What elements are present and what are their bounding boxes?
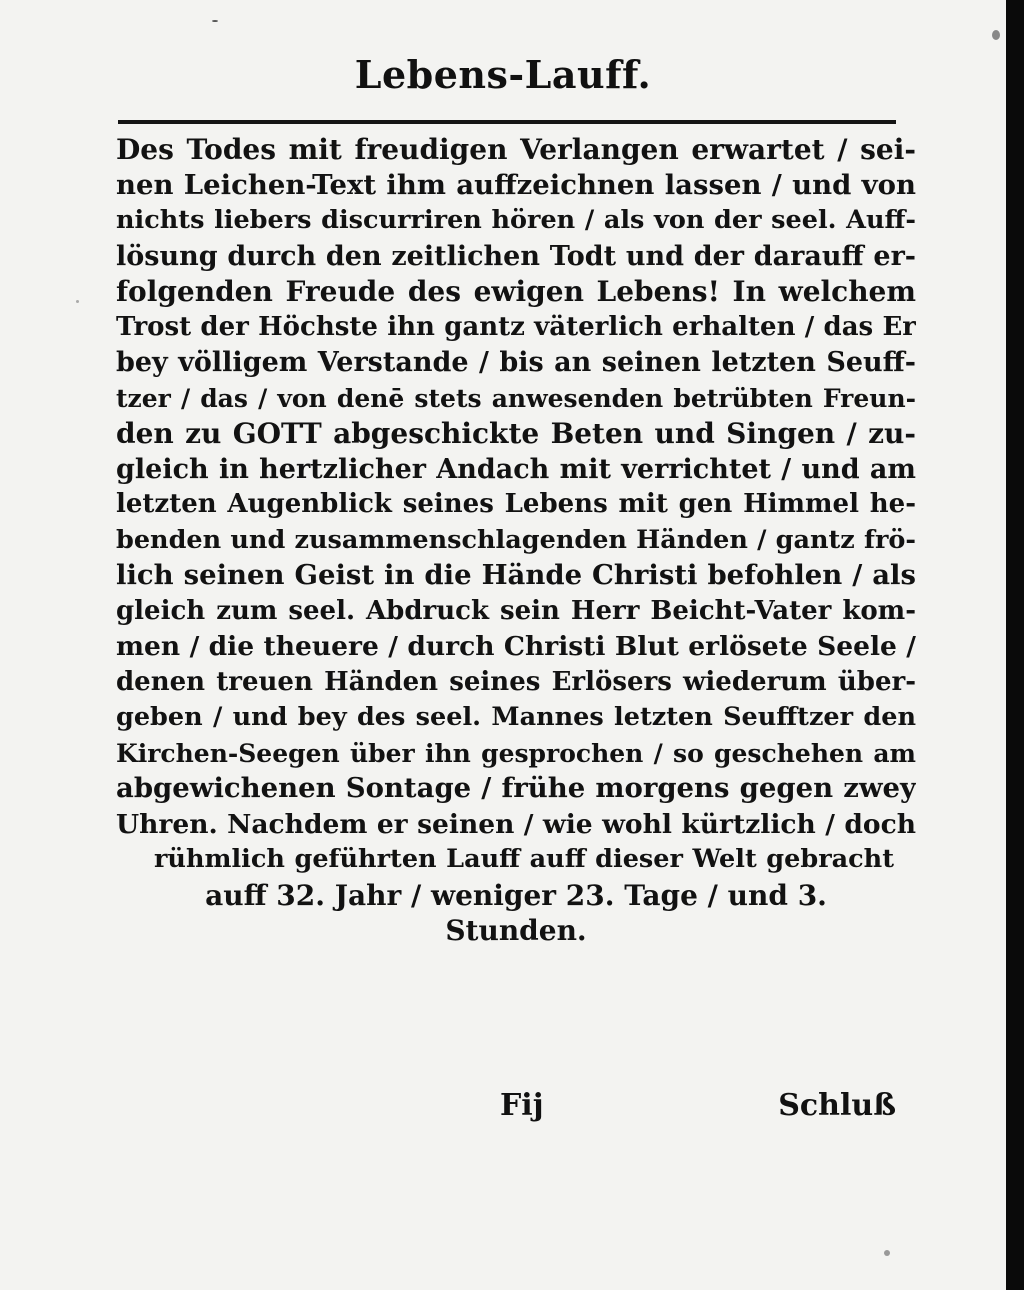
- text-line: denen treuen Händen seines Erlösers wiederum über-: [116, 666, 916, 697]
- scan-edge: [1006, 0, 1024, 1290]
- text-line: men / die theuere / durch Christi Blut erlösete Seele /: [116, 631, 916, 662]
- body-text: [116, 132, 916, 949]
- text-line: gleich zum seel. Abdruck sein Herr Beicht-Vater kom-: [116, 595, 916, 626]
- signature-mark: Fij: [500, 1088, 544, 1123]
- text-line: lich seinen Geist in die Hände Christi befohlen / als: [116, 559, 916, 591]
- text-line: nichts liebers discurriren hören / als von der seel. Auff-: [116, 205, 916, 235]
- text-line: Trost der Höchste ihn gantz väterlich erhalten / das Er: [116, 311, 916, 342]
- text-line: Des Todes mit freudigen Verlangen erwartet / sei-: [116, 133, 916, 166]
- text-line: lösung durch den zeitlichen Todt und der darauff er-: [116, 240, 916, 272]
- paper-speck: [884, 1250, 890, 1256]
- text-line: gleich in hertzlicher Andach mit verrichtet / und am: [116, 453, 916, 485]
- text-line: geben / und bey des seel. Mannes letzten Seufftzer den: [116, 702, 916, 732]
- paper-speck: [992, 30, 1000, 40]
- text-line: Uhren. Nachdem er seinen / wie wohl kürtzlich / doch: [116, 808, 916, 840]
- text-line: Stunden.: [445, 914, 587, 947]
- text-line: tzer / das / von denē stets anwesenden betrübten Freun-: [116, 383, 916, 413]
- text-line: folgenden Freude des ewigen Lebens! In welchem: [116, 275, 916, 308]
- paper-speck: [212, 20, 218, 22]
- text-line: abgewichenen Sontage / frühe morgens gegen zwey: [116, 772, 916, 804]
- header-rule: [118, 120, 896, 124]
- text-line: rühmlich geführten Lauff auff dieser Welt gebracht: [154, 844, 894, 874]
- paper-speck: [76, 300, 79, 303]
- text-line: benden und zusammenschlagenden Händen / gantz frö-: [116, 524, 916, 555]
- text-line: den zu GOTT abgeschickte Beten und Singen / zu-: [116, 417, 916, 450]
- text-line: auff 32. Jahr / weniger 23. Tage / und 3.: [205, 878, 827, 912]
- text-line: nen Leichen-Text ihm auffzeichnen lassen / und von: [116, 168, 916, 201]
- text-line: bey völligem Verstande / bis an seinen letzten Seuff-: [116, 347, 916, 378]
- catchword: Schluß: [778, 1088, 896, 1123]
- running-head: Lebens-Lauff.: [354, 52, 652, 97]
- text-line: letzten Augenblick seines Lebens mit gen Himmel he-: [116, 489, 916, 519]
- text-line: Kirchen-Seegen über ihn gesprochen / so geschehen am: [116, 738, 916, 768]
